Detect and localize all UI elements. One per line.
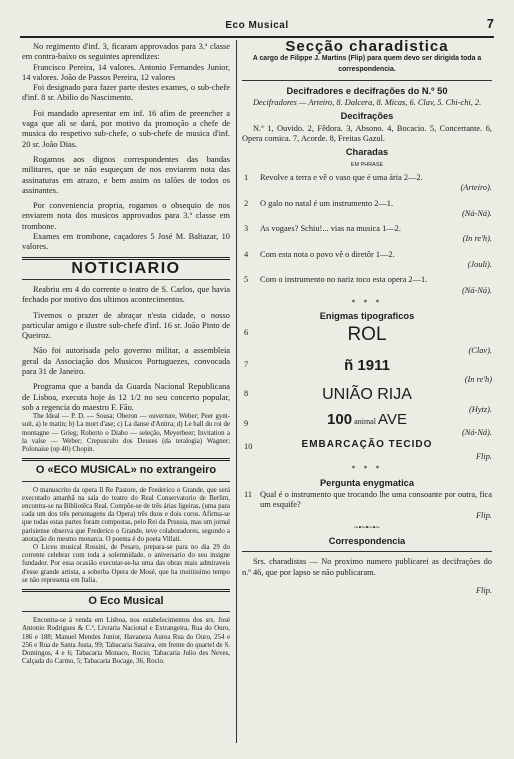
paragraph: O Liceu musical Rossini, de Pesaro, prepara-se para no dia 29 do corrente celebrar com toda a solemnidade, o aniversario do seu insigne fundador. Por essa ocasião executar-se-ha uma das obras mais admiraveis d'esse grande artista, a soberba Opera de Mosé, que ha muitissimo tempo se não representa em Italia.: [22, 543, 230, 584]
enigma-item: [242, 411, 492, 438]
enigma-author: (Hytz).: [468, 405, 492, 415]
enigma-item: [242, 356, 492, 385]
paragraph: Foi mandado apresentar em inf. 16 afim de preencher a vaga que ali se dará, por motivo da promoção a chefe de musica do respetivo sub-chefe, o sub-chefe de musica d'inf. 20 sr. João Dias.: [22, 108, 230, 149]
left-column: [22, 42, 230, 666]
paragraph: Francisco Pereira, 14 valores. Antonio Fernandes Junior, 14 valores. João de Passos Pereira, 12 valores: [22, 62, 230, 82]
enigma-author: Flip.: [475, 452, 492, 462]
section-rule: [242, 551, 492, 552]
charada-text: Com esta nota o povo vê o diretôr 1—2.: [260, 249, 395, 259]
enigma-author: (Ná-Ná).: [461, 427, 492, 437]
charada-author: (Jouli).: [467, 260, 492, 270]
enigma-number: 6: [244, 327, 249, 337]
charada-number: 5: [244, 275, 249, 285]
paragraph: Tivemos o prazer de abraçar n'esta cidade, o nosso particular amigo e ilustre sub-chefe d'inf. 16 sr. João Pinto de Queiroz.: [22, 310, 230, 341]
secao-heading: Secção charadistica: [285, 38, 449, 55]
header-title: Eco Musical: [225, 20, 289, 31]
stars-divider: * * *: [351, 464, 383, 474]
section-rule: [22, 481, 230, 482]
charada-text: Revolve a terra e vê o vaso que é uma ária 2—2.: [260, 172, 423, 182]
enigma-text: EMBARCAÇÃO TECIDO: [301, 439, 433, 451]
enigma-number: 9: [244, 419, 249, 429]
paragraph: Srs. charadistas — No proximo numero publicarei as decifrações do n.º 46, que por lapso se não publicaram.: [242, 557, 492, 577]
concert-programme: The Ideal — P. D. — Sousa; Oberon — ouverture, Weber; Peer gynt-suit, a) le matin; b) La mort d'ase; c) La danse d'Anitra; d) Le hall du roi de montagne — Grieg; Roberto o Diabo — seleção, Meyerbeer; Invitation a la valse — Weber; Crepusculo dos Deuses (da teralogia) Wagner; Polonaise (op 40) Chopin.: [22, 413, 230, 454]
charada-item: [242, 250, 492, 271]
charada-item: [242, 173, 492, 194]
section-subtitle: A cargo de Filippe J. Martins (Flip) para quem devo ser dirigida toda a correspondencia.: [252, 55, 482, 73]
right-column: [242, 38, 492, 596]
enigma-number: 10: [244, 442, 253, 452]
charada-item: [242, 224, 492, 245]
paragraph: No regimento d'inf. 3, ficaram approvados para 3.ª classe em contra-baixo os seguintes aprendizes:: [22, 42, 230, 62]
charada-item: [242, 199, 492, 220]
charada-author: (In re'h).: [462, 234, 492, 244]
column-divider: [236, 40, 237, 743]
charada-author: (Ná-Ná).: [461, 208, 492, 218]
charada-text: As vogaes? Schiu!... vias na musica 1—2.: [260, 224, 401, 234]
paragraph: N.º 1, Ouvido. 2, Fêdora. 3, Absono. 4, Bocacio. 5, Concertante. 6, Opera comica. 7, Acorde. 8, Freitas Gazul.: [242, 123, 492, 144]
enigma-item: [242, 385, 492, 415]
enigma-author: (Clav).: [468, 345, 492, 355]
charada-number: 4: [244, 249, 249, 259]
pergunta-number: 11: [244, 489, 253, 499]
enigma-part: 100: [327, 411, 353, 429]
enigma-item: [242, 438, 492, 462]
enigma-text: ñ 1911: [344, 356, 390, 374]
enigma-part: animal: [354, 417, 376, 427]
section-rule: [22, 458, 230, 461]
enigma-text: UNIÃO RIJA: [322, 386, 412, 404]
paragraph: Encontra-se á venda em Lisboa, nos estabelecimentos dos srs. José Antonio Rodrigues & C.ª, Livraria Nacional e Extrangeira, Rua do Ouro, 186 e 188; Manuel Mendes Junior, Havaneza Aurea Rua do Ouro, 254 e 256 e Rua de Santa Justa, 99; Tabacaria Saraiva, em frente do quartel de S. Domingos, 4 e 6; Tabacaria Monaco, Rocio; Tabacaria Julio des Neves, Calçada do Carmo, 5; Tabacaria Bocage, 36, Rocio.: [22, 617, 230, 666]
charadas-heading: Charadas: [345, 147, 389, 158]
section-rule: [242, 80, 492, 81]
enigma-author: (In re'h): [464, 374, 492, 384]
decifradores-heading: Decifradores e decifrações do N.º 50: [286, 85, 448, 96]
paragraph: Rogamos aos dignos correspondentes das bandas militares, que se não esqueçam de nos enviarem nota das assinaturas em atrazo, e bem assim os talões de todos os assinantes.: [22, 154, 230, 195]
enigmas-heading: Enigmas tipograficos: [319, 311, 415, 322]
ornament-divider: ~•~•~•~: [354, 522, 380, 532]
charada-number: 3: [244, 224, 249, 234]
noticiario-heading: NOTICIARIO: [71, 259, 181, 277]
enigma-item: [242, 324, 492, 356]
final-signature: Flip.: [475, 585, 492, 595]
enigma-text: ROL: [347, 323, 387, 345]
decifracoes-heading: Decifrações: [340, 111, 394, 122]
enigma-part: AVE: [378, 411, 407, 429]
paragraph: Exames em trombone, caçadores 5 José M. Baltazar, 10 valores.: [22, 232, 230, 252]
pergunta-text: Qual é o instrumento que trocando lhe uma consoante por outra, fica um esquife?: [260, 489, 492, 510]
paragraph: Não foi autorisada pelo governo militar, a assembleia geral da Associação dos Musicos Portuguezes, convocada para 31 de Janeiro.: [22, 346, 230, 377]
charada-author: (Arteiro).: [460, 183, 492, 193]
pergunta-author: Flip.: [475, 510, 492, 520]
pergunta-heading: Pergunta enygmatica: [319, 477, 415, 488]
page-number: 7: [486, 16, 494, 31]
em-phrase-label: EM PHRASE: [350, 161, 384, 168]
charada-number: 1: [244, 172, 249, 182]
paragraph: Foi designado para fazer parte destes exames, o sub-chefe d'inf. 8 sr. Abilio do Nascimento.: [22, 83, 230, 103]
section-rule: [22, 611, 230, 612]
charada-item: [242, 275, 492, 296]
pergunta-item: [242, 490, 492, 521]
charada-text: O galo no natal é um instrumento 2—1.: [260, 198, 394, 208]
estrangeiro-heading: O «ECO MUSICAL» no extrangeiro: [35, 464, 217, 477]
charada-text: Com o instrumento no nariz toco esta opera 2—1.: [260, 275, 428, 285]
section-rule: [22, 279, 230, 280]
charada-number: 2: [244, 198, 249, 208]
charada-author: (Ná-Ná).: [461, 285, 492, 295]
stars-divider: * * *: [351, 297, 383, 307]
paragraph: Reabriu em 4 do corrente o teatro de S. Carlos, que havia fechado por motivo dos ultimos acontecimentos.: [22, 284, 230, 305]
section-rule: [22, 589, 230, 592]
venda-heading: O Eco Musical: [88, 594, 164, 607]
paragraph: Programa que a banda da Guarda Nacional Republicana de Lisboa, executa hoje ás 12 1/2 no seu concerto popular, sob a regencia do maestro F. Fão.: [22, 382, 230, 412]
correspondencia-heading: Correspondencia: [328, 536, 406, 547]
paragraph: O manuscrito da opera Il Re Pastore, de Frederico o Grande, que será executado amanhã na sala do teatro do Real Conservatorio de Berlim, encontra-se na Bibliotêca Real. Compõe-se de três árias ligeiras, (uma para cada um dos três personagens da Opera) três duos e dois coros. Afirma-se que todas estas partes foram compostas, pelo Rei da Prussia, mas um jornal parisiense observa que Frederico o Grande, teve colaboradores, segundo a anotação do mesmo monarca. O poema é do poeta Villati.: [22, 486, 230, 543]
enigma-number: 7: [244, 359, 249, 369]
enigma-text: [242, 411, 492, 429]
enigma-number: 8: [244, 389, 249, 399]
page-header: [20, 16, 494, 38]
paragraph: Por conveniencia propria, rogamos o obsequio de nos enviarem nota dos musicos approvados para 3.ª classe em trombone.: [22, 201, 230, 231]
paragraph: Decifradores — Arteiro, 8. Dalcera, 8. Micas, 6. Clav, 5. Chi-chi, 2.: [253, 98, 482, 108]
